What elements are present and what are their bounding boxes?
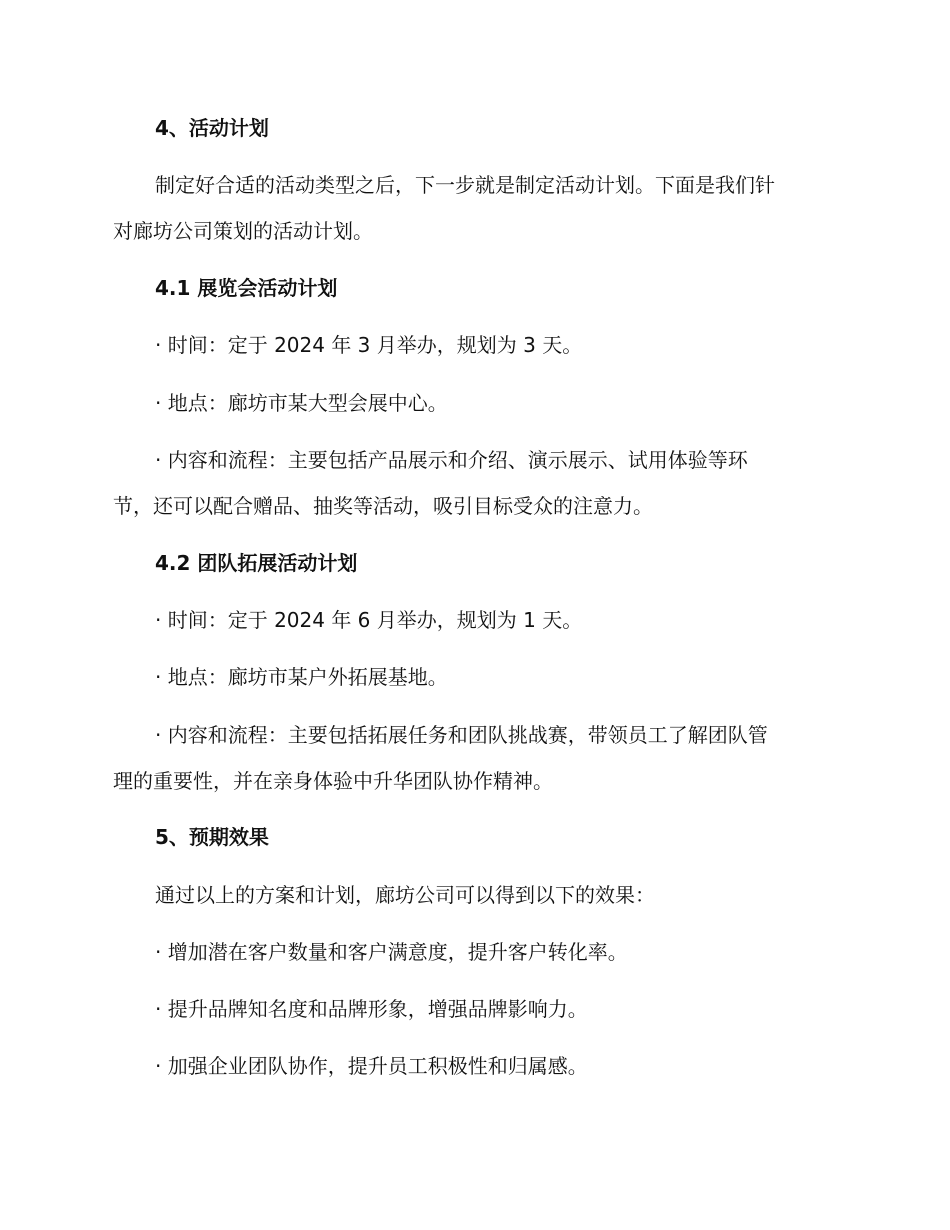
section-4-heading: 4、活动计划 [155,116,269,140]
section-5-bullet: · 提升品牌知名度和品牌形象，增强品牌影响力。 [155,997,588,1021]
section-5-intro: 通过以上的方案和计划，廊坊公司可以得到以下的效果： [155,883,655,907]
section-4-intro-line-2: 对廊坊公司策划的活动计划。 [113,219,373,243]
section-4-2-place: · 地点：廊坊市某户外拓展基地。 [155,665,448,689]
section-4-2-time: · 时间：定于 2024 年 6 月举办，规划为 1 天。 [155,608,583,632]
section-5-bullet: · 加强企业团队协作，提升员工积极性和归属感。 [155,1054,588,1078]
section-4-1-content-line-2: 节，还可以配合赠品、抽奖等活动，吸引目标受众的注意力。 [113,494,653,518]
section-4-1-time: · 时间：定于 2024 年 3 月举办，规划为 3 天。 [155,333,583,357]
section-4-2-content-line-2: 理的重要性，并在亲身体验中升华团队协作精神。 [113,769,553,793]
section-5-bullet: · 增加潜在客户数量和客户满意度，提升客户转化率。 [155,940,628,964]
section-4-1-heading: 4.1 展览会活动计划 [155,276,338,300]
section-4-1-content-line-1: · 内容和流程：主要包括产品展示和介绍、演示展示、试用体验等环 [155,448,748,472]
section-4-intro-line-1: 制定好合适的活动类型之后，下一步就是制定活动计划。下面是我们针 [155,173,775,197]
section-4-2-content-line-1: · 内容和流程：主要包括拓展任务和团队挑战赛，带领员工了解团队管 [155,723,768,747]
section-5-heading: 5、预期效果 [155,825,269,849]
section-4-2-heading: 4.2 团队拓展活动计划 [155,551,358,575]
section-4-1-place: · 地点：廊坊市某大型会展中心。 [155,391,448,415]
